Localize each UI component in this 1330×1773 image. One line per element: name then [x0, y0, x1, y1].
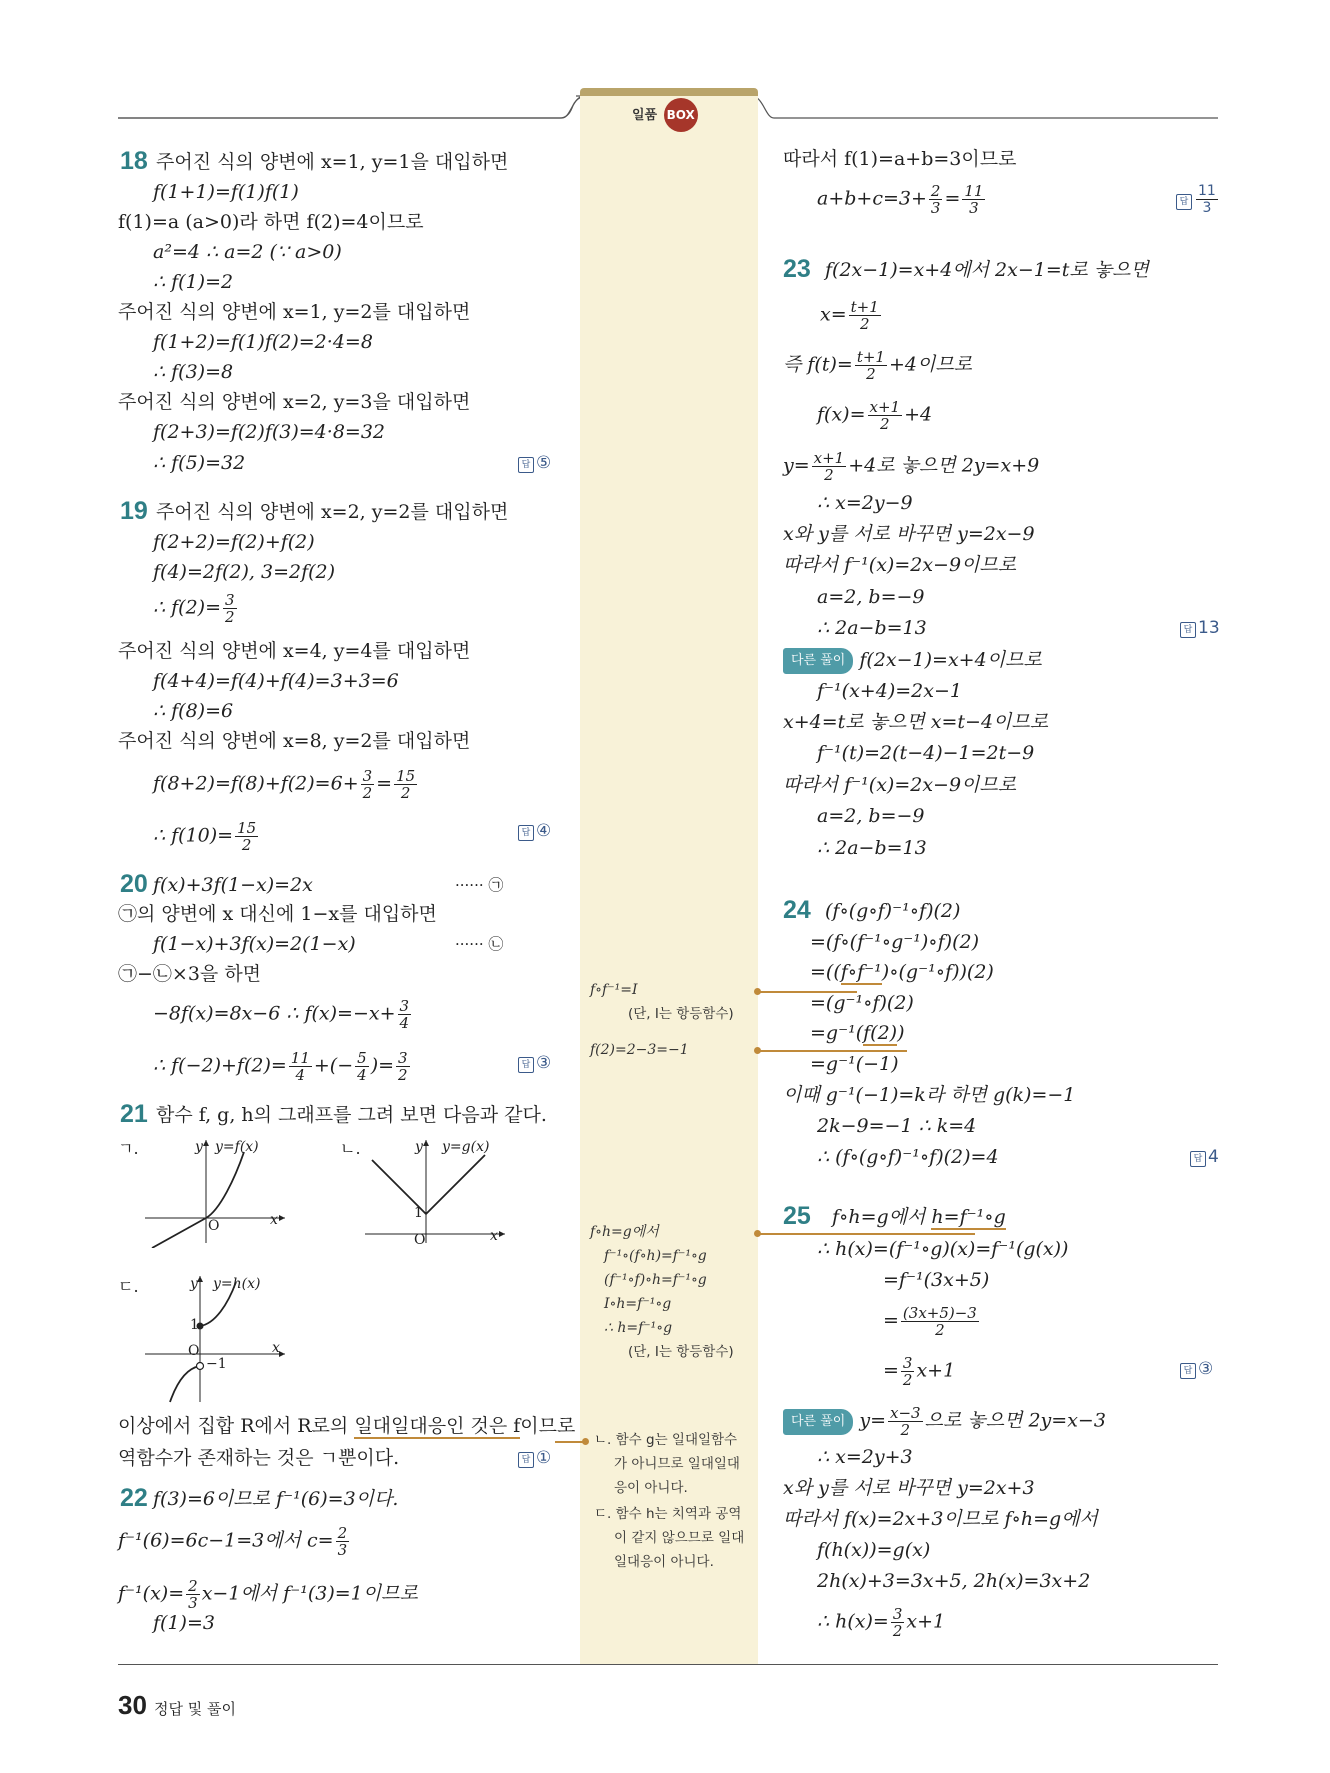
p23-alt-line6: a=2, b=−9: [817, 805, 925, 827]
p24-line7: 이때 g⁻¹(−1)=k라 하면 g(k)=−1: [783, 1084, 1076, 1106]
answer-icon: 답: [1190, 1151, 1206, 1167]
p25-alt-line4: 따라서 f(x)=2x+3이므로 f∘h=g에서: [783, 1508, 1098, 1530]
p25-alt-line6: 2h(x)+3=3x+5, 2h(x)=3x+2: [817, 1570, 1091, 1592]
note3-line6: (단, I는 항등함수): [628, 1344, 734, 1360]
p18-line5: ∴ f(1)=2: [153, 271, 234, 293]
p23-line10: ∴ 2a−b=13: [817, 617, 927, 639]
p20-line4: ㉠−㉡×3을 하면: [118, 963, 262, 985]
note2: f(2)=2−3=−1: [590, 1042, 689, 1058]
graph-h-label: y=h(x): [213, 1276, 261, 1292]
p25-alt-line1: 다른 풀이 y= $\frac{x-3}{2}$ 으로 놓으면 2y=x−3: [783, 1405, 1106, 1438]
p25-alt-line7: ∴ h(x)= $\frac{3}{2}$ x+1: [817, 1605, 946, 1640]
p23-alt-line4: f⁻¹(t)=2(t−4)−1=2t−9: [817, 742, 1035, 764]
note3-line5: ∴ h=f⁻¹∘g: [604, 1320, 673, 1336]
p22-line1: f(3)=6이므로 f⁻¹(6)=3이다.: [153, 1488, 399, 1510]
p23-line9: a=2, b=−9: [817, 586, 925, 608]
note3-line4: I∘h=f⁻¹∘g: [604, 1296, 672, 1312]
note4-line1: ㄴ. 함수 g는 일대일함수: [594, 1432, 738, 1448]
box-column-top-bar: [580, 88, 758, 96]
graph-h: [140, 1274, 290, 1404]
graph-h-y: y: [190, 1276, 198, 1292]
p20-marker1: ······ ㉠: [455, 876, 504, 894]
note1-line2: (단, I는 항등함수): [628, 1006, 734, 1022]
graph-g-one: 1: [414, 1205, 423, 1221]
box-badge: BOX: [664, 98, 698, 132]
answer-icon: 답: [1180, 1363, 1196, 1379]
note4-line6: 일대응이 아니다.: [614, 1554, 714, 1570]
p22-right-line1: 따라서 f(1)=a+b=3이므로: [783, 148, 1017, 170]
answer-icon: 답: [1180, 622, 1196, 638]
problem-18-number: 18: [120, 147, 148, 175]
p21-answer: 답 ①: [518, 1447, 551, 1469]
p19-line9: f(8+2)=f(8)+f(2)=6+ $\frac{3}{2}$ = $\frac{15}{2}$: [153, 767, 416, 802]
p23-line5: y= $\frac{x+1}{2}$ +4로 놓으면 2y=x+9: [783, 449, 1040, 484]
p23-alt-line2: f⁻¹(x+4)=2x−1: [817, 680, 962, 702]
leader-dot-2: [754, 1047, 761, 1054]
note3-line3: (f⁻¹∘f)∘h=f⁻¹∘g: [604, 1272, 707, 1288]
p24-line8: 2k−9=−1 ∴ k=4: [817, 1115, 977, 1137]
graph-h-x: x: [272, 1340, 280, 1356]
p22-line2: f⁻¹(6)=6c−1=3에서 c= $\frac{2}{3}$: [118, 1524, 348, 1559]
leader-dot-1: [754, 988, 761, 995]
note3-line1: f∘h=g에서: [590, 1224, 659, 1240]
note1-line1: f∘f⁻¹=I: [590, 982, 638, 998]
p18-line11: ∴ f(5)=32: [153, 452, 246, 474]
p18-line6: 주어진 식의 양변에 x=1, y=2를 대입하면: [118, 301, 471, 323]
note4-line2: 가 아니므로 일대일대: [614, 1456, 740, 1472]
p23-line6: ∴ x=2y−9: [817, 492, 913, 514]
answer-icon: 답: [1176, 194, 1192, 210]
p23-alt-line1: 다른 풀이 f(2x−1)=x+4이므로: [783, 648, 1042, 674]
p24-line1: (f∘(g∘f)⁻¹∘f)(2): [825, 900, 961, 922]
p19-answer: 답 ④: [518, 820, 551, 842]
p18-line10: f(2+3)=f(2)f(3)=4·8=32: [153, 421, 385, 443]
p23-alt-line3: x+4=t로 놓으면 x=t−4이므로: [783, 711, 1049, 733]
box-column: [580, 96, 758, 1664]
p24-line4: =(g⁻¹∘f)(2): [810, 992, 914, 1014]
p18-answer: 답 ⑤: [518, 452, 551, 474]
graph-g-tag: ㄴ.: [340, 1139, 361, 1158]
p18-line4: a²=4 ∴ a=2 (∵ a>0): [153, 241, 342, 263]
p24-line3: =((f∘f⁻¹)∘(g⁻¹∘f))(2): [810, 961, 994, 983]
p25-answer: 답 ③: [1180, 1358, 1213, 1380]
p20-line6: ∴ f(−2)+f(2)= $\frac{11}{4}$ +(− $\frac{5}{4}$ )= $\frac{3}{2}$: [153, 1049, 408, 1084]
problem-22-number: 22: [120, 1484, 148, 1512]
problem-25-number: 25: [783, 1202, 811, 1230]
p19-line10: ∴ f(10)= $\frac{15}{2}$: [153, 819, 257, 854]
p25-line3: =f⁻¹(3x+5): [883, 1269, 990, 1291]
note3-line2: f⁻¹∘(f∘h)=f⁻¹∘g: [604, 1248, 707, 1264]
answer-icon: 답: [518, 1452, 534, 1468]
p25-line1: f∘h=g에서 h=f⁻¹∘g: [832, 1206, 1006, 1228]
p20-marker2: ······ ㉡: [455, 935, 504, 953]
graph-f-x: x: [270, 1212, 278, 1228]
graph-h-origin: O: [188, 1343, 200, 1359]
p25-line5: = $\frac{3}{2}$ x+1: [883, 1354, 956, 1389]
leader-dot-3: [754, 1230, 761, 1237]
p23-line7: x와 y를 서로 바꾸면 y=2x−9: [783, 523, 1035, 545]
problem-23-number: 23: [783, 255, 811, 283]
section-title: 정답 및 풀이: [154, 1700, 237, 1718]
p18-line8: ∴ f(3)=8: [153, 361, 234, 383]
p23-alt-line5: 따라서 f⁻¹(x)=2x−9이므로: [783, 774, 1017, 796]
p21-line1: 함수 f, g, h의 그래프를 그려 보면 다음과 같다.: [156, 1104, 547, 1126]
p23-line2: x= $\frac{t+1}{2}$: [820, 298, 879, 333]
p23-line1: f(2x−1)=x+4에서 2x−1=t로 놓으면: [825, 259, 1149, 281]
p19-line1: 주어진 식의 양변에 x=2, y=2를 대입하면: [156, 501, 509, 523]
p18-line7: f(1+2)=f(1)f(2)=2·4=8: [153, 331, 373, 353]
alt-solution-badge: 다른 풀이: [783, 648, 853, 674]
p21-line2: 이상에서 집합 R에서 R로의 일대일대응인 것은 f이므로: [118, 1415, 576, 1437]
p18-line2: f(1+1)=f(1)f(1): [153, 181, 299, 203]
p23-answer: 답 13: [1180, 617, 1220, 639]
answer-icon: 답: [518, 457, 534, 473]
graph-g-origin: O: [414, 1232, 426, 1248]
p19-line4: ∴ f(2)= $\frac{3}{2}$: [153, 591, 235, 626]
footer-rule: [118, 1664, 1218, 1665]
answer-icon: 답: [518, 825, 534, 841]
p19-line3: f(4)=2f(2), 3=2f(2): [153, 561, 336, 583]
p18-line1: 주어진 식의 양변에 x=1, y=1을 대입하면: [156, 151, 509, 173]
p23-line3: 즉 f(t)= $\frac{t+1}{2}$ +4이므로: [783, 348, 973, 383]
graph-h-one: 1: [190, 1317, 199, 1333]
p24-line5: =g⁻¹(f(2)): [810, 1022, 905, 1044]
leader-line-3: [757, 1233, 975, 1235]
p18-line9: 주어진 식의 양변에 x=2, y=3을 대입하면: [118, 391, 471, 413]
p20-line2: ㉠의 양변에 x 대신에 1−x를 대입하면: [118, 903, 437, 925]
p19-line5: 주어진 식의 양변에 x=4, y=4를 대입하면: [118, 640, 471, 662]
p25-line4: = $\frac{(3x+5)-3}{2}$: [883, 1304, 977, 1339]
p19-line8: 주어진 식의 양변에 x=8, y=2를 대입하면: [118, 730, 471, 752]
page-number: 30: [118, 1690, 147, 1720]
p18-line3: f(1)=a (a>0)라 하면 f(2)=4이므로: [118, 211, 424, 233]
p22-line4: f(1)=3: [153, 1612, 215, 1634]
graph-f-tag: ㄱ.: [118, 1139, 139, 1158]
p24-answer: 답 4: [1190, 1146, 1219, 1168]
answer-icon: 답: [518, 1057, 534, 1073]
p24-line6: =g⁻¹(−1): [810, 1053, 899, 1075]
graph-g-label: y=g(x): [442, 1139, 490, 1155]
p20-line1: f(x)+3f(1−x)=2x: [153, 874, 313, 896]
p25-line2: ∴ h(x)=(f⁻¹∘g)(x)=f⁻¹(g(x)): [817, 1238, 1069, 1260]
p25-alt-line2: ∴ x=2y+3: [817, 1446, 913, 1468]
p20-line3: f(1−x)+3f(x)=2(1−x): [153, 933, 356, 955]
note4-line5: 이 같지 않으므로 일대: [614, 1530, 745, 1546]
p19-line2: f(2+2)=f(2)+f(2): [153, 531, 315, 553]
p22-answer: 답 $\frac{11}{3}$: [1176, 183, 1220, 216]
p19-line7: ∴ f(8)=6: [153, 700, 234, 722]
graph-f-y: y: [195, 1139, 203, 1155]
graph-g-y: y: [415, 1139, 423, 1155]
alt-solution-badge: 다른 풀이: [783, 1409, 853, 1435]
problem-21-number: 21: [120, 1100, 148, 1128]
p24-line9: ∴ (f∘(g∘f)⁻¹∘f)(2)=4: [817, 1146, 999, 1168]
problem-19-number: 19: [120, 497, 148, 525]
problem-20-number: 20: [120, 870, 148, 898]
p23-line4: f(x)= $\frac{x+1}{2}$ +4: [817, 398, 933, 433]
box-title: 일품 BOX: [632, 98, 698, 132]
p23-line8: 따라서 f⁻¹(x)=2x−9이므로: [783, 554, 1017, 576]
p20-answer: 답 ③: [518, 1052, 551, 1074]
graph-h-tag: ㄷ.: [118, 1277, 139, 1296]
p23-alt-line7: ∴ 2a−b=13: [817, 837, 927, 859]
p20-line5: −8f(x)=8x−6 ∴ f(x)=−x+ $\frac{3}{4}$: [153, 997, 410, 1032]
p25-alt-line5: f(h(x))=g(x): [817, 1539, 931, 1561]
leader-line-2: [757, 1050, 907, 1052]
p24-line2: =(f∘(f⁻¹∘g⁻¹)∘f)(2): [810, 931, 979, 953]
graph-f-label: y=f(x): [215, 1139, 259, 1155]
p19-line6: f(4+4)=f(4)+f(4)=3+3=6: [153, 670, 399, 692]
p22-right-line2: a+b+c=3+ $\frac{2}{3}$ = $\frac{11}{3}$: [817, 182, 984, 217]
problem-24-number: 24: [783, 896, 811, 924]
graph-h-neg1: −1: [206, 1356, 227, 1372]
note4-line4: ㄷ. 함수 h는 치역과 공역: [594, 1506, 742, 1522]
p25-alt-line3: x와 y를 서로 바꾸면 y=2x+3: [783, 1477, 1035, 1499]
leader-line-4: [555, 1441, 585, 1443]
p22-line3: f⁻¹(x)= $\frac{2}{3}$ x−1에서 f⁻¹(3)=1이므로: [118, 1577, 418, 1612]
graph-f-origin: O: [208, 1218, 220, 1234]
leader-dot-4: [582, 1438, 589, 1445]
note4-line3: 응이 아니다.: [614, 1480, 688, 1496]
p21-line3: 역함수가 존재하는 것은 ㄱ뿐이다.: [118, 1447, 400, 1469]
graph-g-x: x: [490, 1228, 498, 1244]
footer: [118, 1690, 236, 1721]
